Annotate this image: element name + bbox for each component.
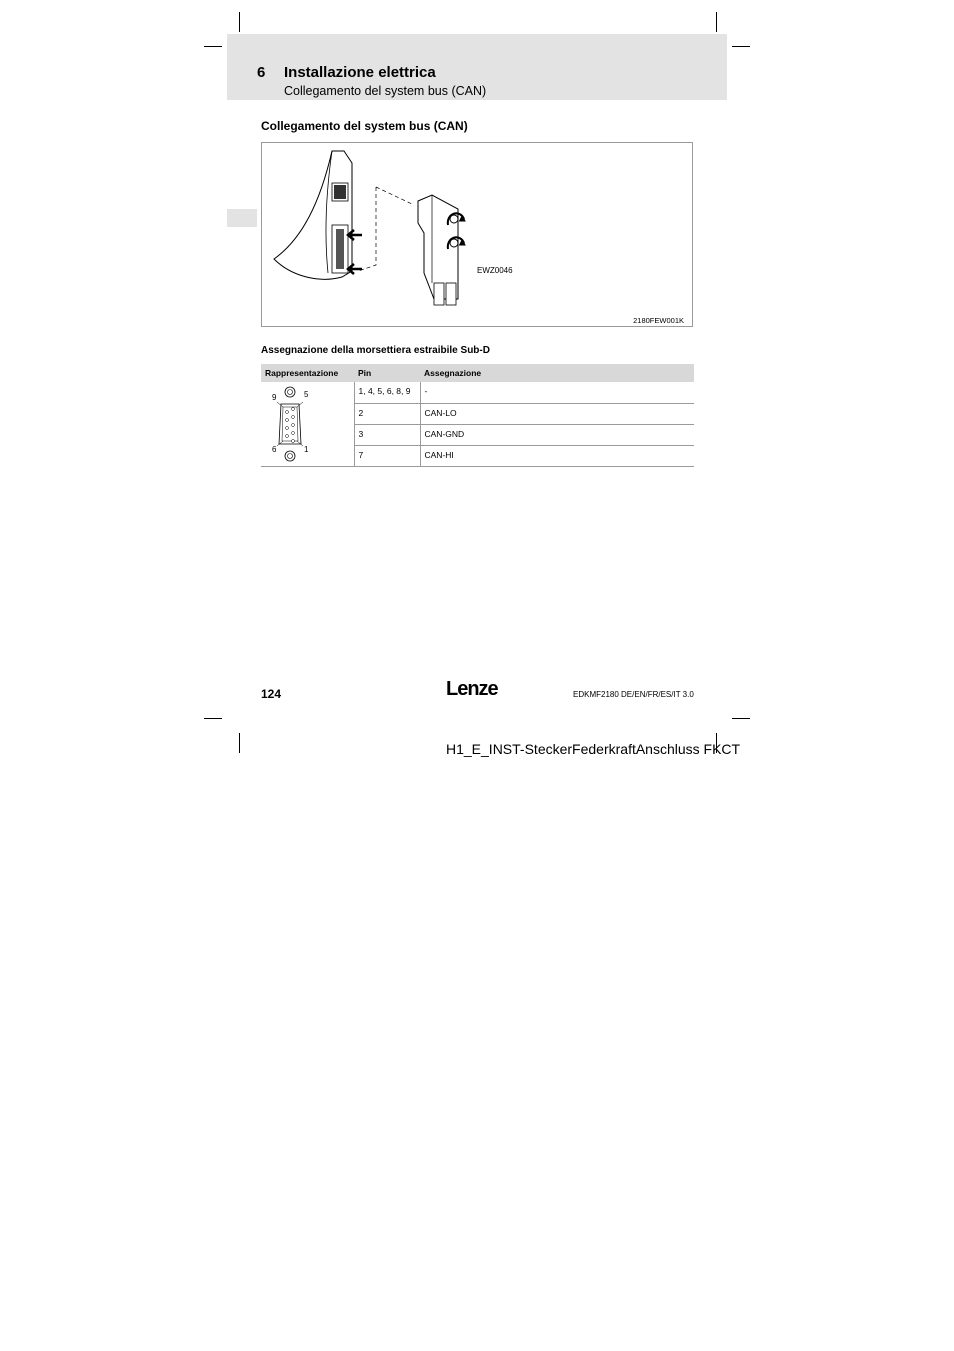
- chapter-subtitle: Collegamento del system bus (CAN): [284, 84, 487, 98]
- chapter-number: 6: [257, 64, 266, 81]
- assignment-cell: CAN-LO: [420, 403, 694, 424]
- column-header-pin: Pin: [354, 364, 420, 382]
- connector-pin-label: 6: [272, 445, 277, 454]
- connector-label: EWZ0046: [477, 266, 513, 275]
- crop-mark: [239, 733, 240, 753]
- chapter-title: Installazione elettrica: [284, 64, 436, 81]
- table-row: [261, 382, 694, 403]
- page-number: 124: [261, 687, 282, 701]
- assignment-cell: -: [420, 382, 694, 403]
- figure-code: 2180FEW001K: [633, 316, 684, 325]
- crop-mark: [732, 718, 750, 719]
- pin-cell: 2: [354, 403, 420, 424]
- crop-mark: [732, 46, 750, 47]
- assignment-cell: CAN-HI: [420, 445, 694, 466]
- pin-cell: 7: [354, 445, 420, 466]
- connector-pin-label: 9: [272, 393, 277, 402]
- side-thumb-tab: [227, 209, 257, 227]
- crop-mark: [204, 46, 222, 47]
- subd-connector-drawing-cell: [261, 382, 354, 467]
- table-header-row: [261, 364, 694, 382]
- crop-mark: [716, 12, 717, 32]
- connector-pin-label: 5: [304, 390, 309, 399]
- pin-assignment-table: [261, 364, 694, 467]
- connector-pin-label: 1: [304, 445, 309, 454]
- table-title: Assegnazione della morsettiera estraibile Sub-D: [261, 345, 490, 356]
- pin-cell: 3: [354, 424, 420, 445]
- document-code: EDKMF2180 DE/EN/FR/ES/IT 3.0: [573, 690, 694, 699]
- job-reference-line: H1_E_INST-SteckerFederkraftAnschluss FKCT: [446, 741, 741, 757]
- column-header-representation: Rappresentazione: [261, 364, 354, 382]
- section-title: Collegamento del system bus (CAN): [261, 119, 468, 133]
- assignment-cell: CAN-GND: [420, 424, 694, 445]
- connection-figure: [261, 142, 693, 327]
- crop-mark: [204, 718, 222, 719]
- crop-mark: [239, 12, 240, 32]
- lenze-logo: Lenze: [446, 678, 498, 700]
- connection-illustration: [262, 143, 694, 328]
- column-header-assignment: Assegnazione: [420, 364, 694, 382]
- pin-cell: 1, 4, 5, 6, 8, 9: [354, 382, 420, 403]
